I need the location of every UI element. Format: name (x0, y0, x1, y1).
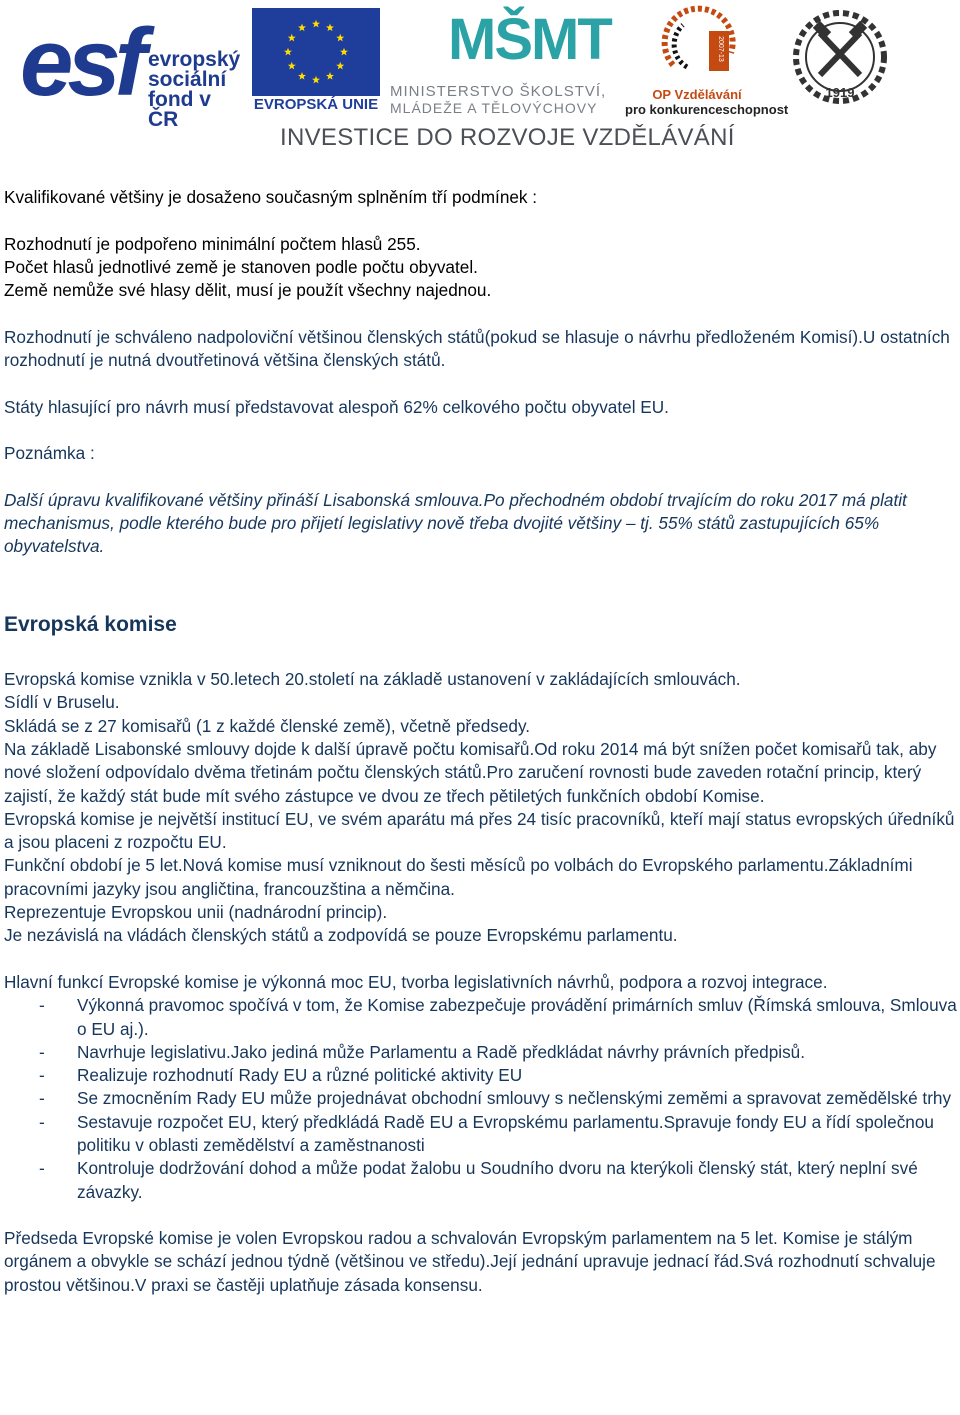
esf-logo (20, 5, 245, 131)
commission-line: Skládá se z 27 komisařů (1 z každé členské země), včetně předsedy. (4, 715, 531, 736)
intro-paragraph: Kvalifikované většiny je dosaženo současným splněním tří podmínek : (4, 187, 538, 207)
list-item: - Výkonná pravomoc spočívá v tom, že Komise zabezpečuje provádění primárních smluv (Římská smlouva, Smlouva o EU aj.). (4, 994, 960, 1041)
msmt-logo (390, 5, 620, 115)
list-item: - Navrhuje legislativu.Jako jediná může Parlamentu a Radě předkládat návrhy právních předpisů. (4, 1041, 960, 1064)
msmt-logo-line: MINISTERSTVO ŠKOLSTVÍ, (390, 83, 607, 100)
functions-intro: Hlavní funkcí Evropské komise je výkonná moc EU, tvorba legislativních návrhů, podpora a rozvoj integrace. (4, 971, 828, 992)
commission-line: Evropská komise vznikla v 50.letech 20.století na základě ustanovení v zakládajících smlouvách. (4, 669, 741, 690)
section-heading: Evropská komise (4, 612, 177, 636)
eu-flag-icon (252, 8, 380, 96)
list-item: - Sestavuje rozpočet EU, který předkládá Radě EU a Evropskému parlamentu.Spravuje fondy EU a řídí společnou politiku v oblasti zemědělství a zaměstnanosti (4, 1111, 960, 1158)
list-item: - Kontroluje dodržování dohod a může podat žalobu u Soudního dvoru na kterýkoli členský stát, který neplní své závazky. (4, 1157, 960, 1204)
condition-line: Země nemůže své hlasy dělit, musí je použít všechny najednou. (4, 280, 492, 301)
header-logos (0, 0, 960, 160)
gear-emblem-icon (790, 5, 890, 110)
esf-logo-line: sociální (148, 68, 227, 91)
commission-line: Je nezávislá na vládách členských států a zodpovídá se pouze Evropskému parlamentu. (4, 925, 678, 946)
note-paragraph: Další úpravu kvalifikované většiny přináší Lisabonská smlouva.Po přechodném období trvajícím do roku 2017 má platit mechanismus, podle kterého bude pro přijetí legislativy nově třeba dvojité většiny – tj. 55% států zastupujících 65% obyvatelstva. (4, 489, 907, 557)
msmt-logo-mark: MŠMT (448, 7, 611, 72)
commission-line: Evropská komise je největší institucí EU, ve svém aparátu má přes 24 tisíc pracovníků, kteří mají status evropských úředníků a jsou placeni z rozpočtu EU. (4, 808, 955, 853)
list-item: - Realizuje rozhodnutí Rady EU a různé politické aktivity EU (4, 1064, 960, 1087)
tagline: INVESTICE DO ROZVOJE VZDĚLÁVÁNÍ (280, 124, 735, 151)
esf-logo-line: evropský (148, 48, 241, 71)
majority-rule-paragraph: Rozhodnutí je schváleno nadpoloviční většinou členských států(pokud se hlasuje o návrhu předloženém Komisí).U ostatních rozhodnutí je nutná dvoutřetinová většina členských států. (4, 326, 950, 371)
population-rule-paragraph: Státy hlasující pro návrh musí představovat alespoň 62% celkového počtu obyvatel EU. (4, 396, 669, 417)
esf-logo-mark: esf (20, 9, 141, 116)
emblem-year: 1919 (825, 85, 855, 100)
document-body (4, 186, 960, 1297)
commission-line: Funkční období je 5 let.Nová komise musí vzniknout do šesti měsíců po volbách do Evropského parlamentu.Základními pracovními jazyky jsou angličtina, francouzština a němčina. (4, 855, 913, 899)
op-vk-logo (625, 5, 789, 117)
op-circle-icon (653, 5, 745, 79)
commission-line: Sídlí v Bruselu. (4, 692, 120, 713)
condition-line: Rozhodnutí je podpořeno minimální počtem hlasů 255. (4, 233, 421, 254)
op-logo-years: 2007-13 (717, 36, 724, 62)
eu-logo-caption: EVROPSKÁ UNIE (253, 96, 379, 113)
commission-line: Reprezentuje Evropskou unii (nadnárodní princip). (4, 902, 388, 923)
condition-line: Počet hlasů jednotlivé země je stanoven podle počtu obyvatel. (4, 256, 478, 277)
op-logo-line: pro konkurenceschopnost (625, 102, 789, 117)
list-item: - Se zmocněním Rady EU může projednávat obchodní smlouvy s nečlenskými zeměmi a spravovat zemědělské trhy (4, 1087, 960, 1110)
eu-flag-logo (252, 8, 380, 114)
functions-list (4, 994, 960, 1204)
closing-paragraph: Předseda Evropské komise je volen Evropskou radou a schvalován Evropským parlamentem na 5 let. Komise je stálým orgánem a obvykle se schází jednou týdně (většinou ve středu).Její jednání upravuje jednací řád.Svá rozhodnutí schvaluje prostou většinou.V praxi se častěji uplatňuje zásada konsensu. (4, 1228, 936, 1295)
commission-line: Na základě Lisabonské smlouvy dojde k další úpravě počtu komisařů.Od roku 2014 má být snížen počet komisařů tak, aby nové složení odpovídalo dvěma třetinám počtu členských států.Pro zaručení rovnosti bude zaveden rotační princip, který zajistí, že každý stát bude mít svého zástupce ve dvou ze třech pětiletých funkčních období Komise. (4, 738, 937, 806)
op-logo-line: OP Vzdělávání (652, 87, 742, 102)
msmt-logo-line: MLÁDEŽE A TĚLOVÝCHOVY (390, 100, 598, 116)
note-label: Poznámka : (4, 443, 95, 464)
esf-logo-text (148, 50, 245, 130)
esf-logo-line: fond v ČR (148, 88, 211, 131)
